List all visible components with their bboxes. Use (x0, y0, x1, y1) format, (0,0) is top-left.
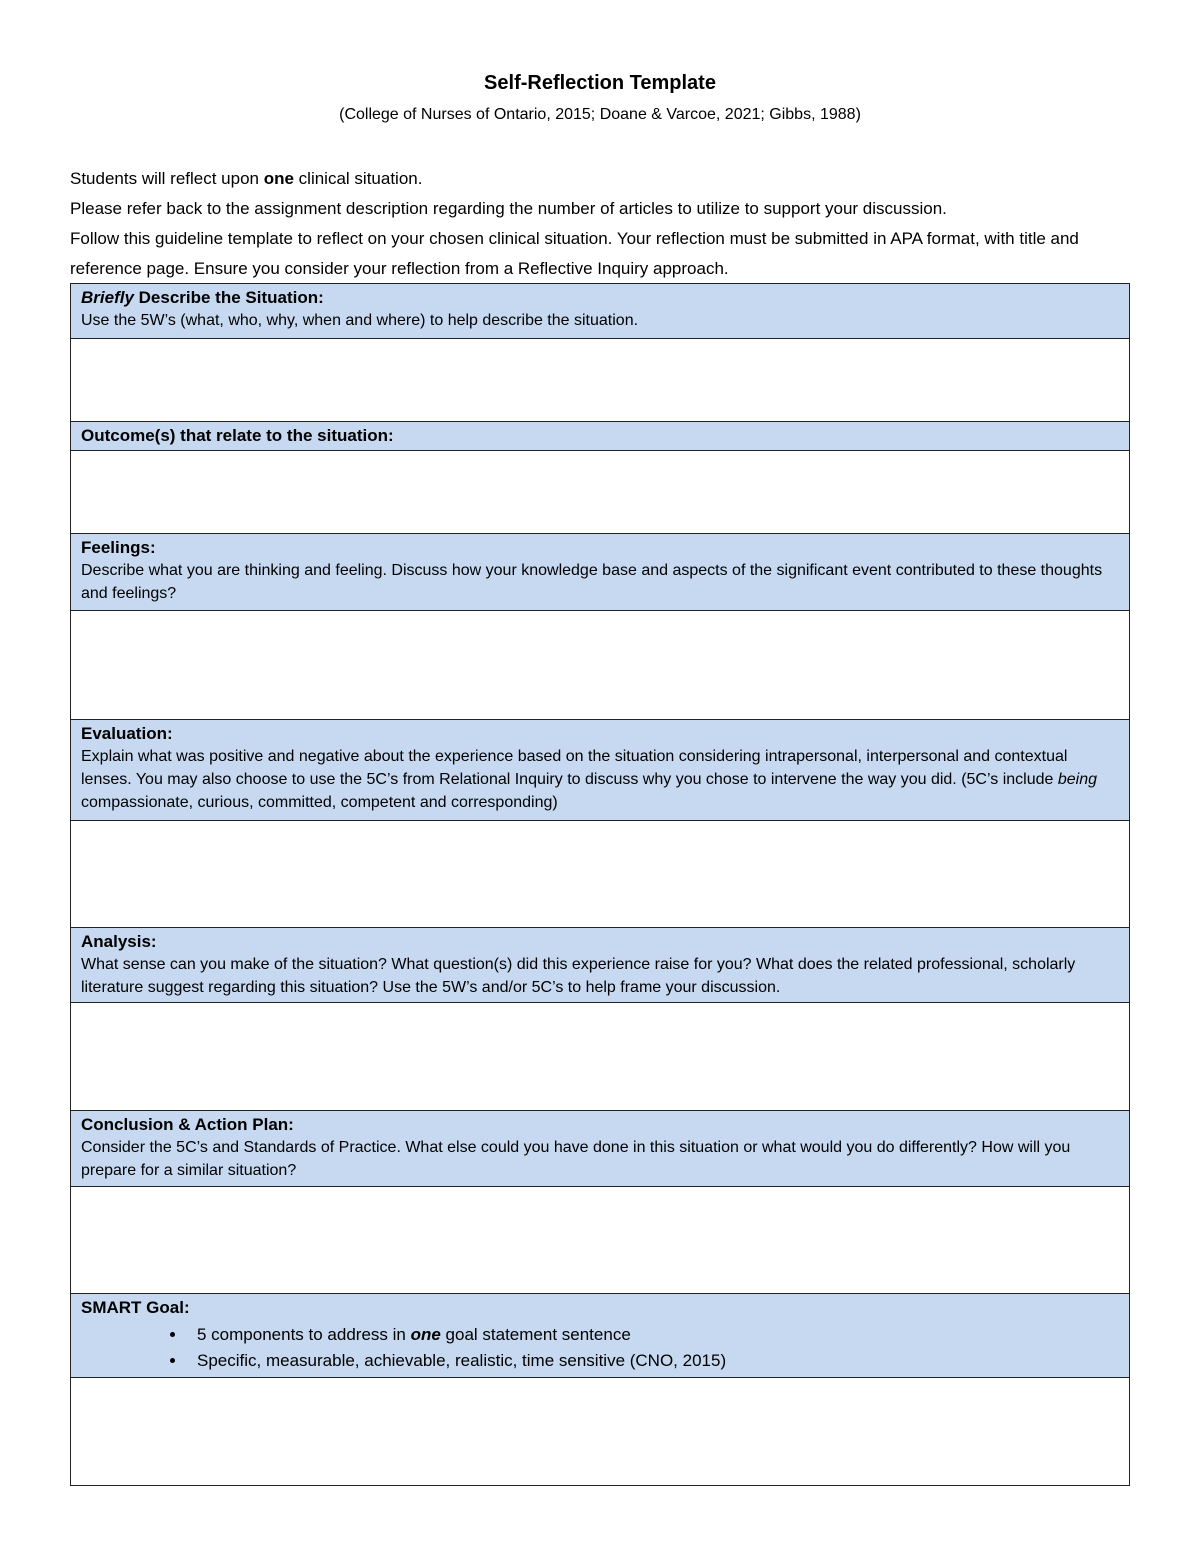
conclusion-header-cell (71, 1111, 1130, 1187)
smart-bullet-list (81, 1322, 1119, 1374)
intro-line-1-pre: Students will reflect upon (70, 169, 264, 188)
smart-header-row (71, 1294, 1130, 1378)
outcomes-response-area[interactable] (71, 451, 1130, 534)
reflection-template-table (70, 283, 1130, 1486)
smart-bullet-1 (187, 1322, 1119, 1348)
intro-line-1-bold: one (263, 169, 294, 188)
situation-heading-rest: Describe the Situation: (133, 288, 324, 307)
evaluation-description-italic: being (1057, 771, 1097, 788)
conclusion-response-area[interactable] (71, 1187, 1130, 1294)
evaluation-header-row (71, 720, 1130, 821)
feelings-heading: Feelings: (81, 538, 156, 557)
smart-bullet-2: • Specific, measurable, achievable, realistic, time sensitive (CNO, 2015) (187, 1348, 1119, 1374)
document-title: Self-Reflection Template (484, 72, 716, 94)
smart-bullet-1-emph: one (410, 1325, 441, 1344)
analysis-header-cell (71, 928, 1130, 1003)
outcomes-header-row (71, 422, 1130, 451)
evaluation-header-cell (71, 720, 1130, 821)
intro-instructions (70, 164, 1130, 284)
conclusion-header-row (71, 1111, 1130, 1187)
outcomes-response-row (71, 451, 1130, 534)
analysis-header-row (71, 928, 1130, 1003)
feelings-header-row (71, 534, 1130, 611)
conclusion-heading: Conclusion & Action Plan: (81, 1115, 294, 1134)
intro-line-1-post: clinical situation. (293, 169, 423, 188)
evaluation-heading: Evaluation: (81, 724, 173, 743)
conclusion-description: Consider the 5C’s and Standards of Practice. What else could you have done in this situation or what would you do differently? How will you prepare for a similar situation? (81, 1139, 1071, 1179)
smart-response-area[interactable] (71, 1378, 1130, 1486)
situation-response-area[interactable] (71, 339, 1130, 422)
outcomes-heading: Outcome(s) that relate to the situation: (81, 426, 394, 445)
feelings-response-row (71, 611, 1130, 720)
document-citation: (College of Nurses of Ontario, 2015; Doane & Varcoe, 2021; Gibbs, 1988) (339, 106, 861, 123)
situation-header-cell (71, 284, 1130, 339)
intro-line-2: Please refer back to the assignment description regarding the number of articles to utilize to support your discussion. (70, 199, 947, 218)
intro-line-1 (70, 164, 1130, 194)
situation-heading (81, 286, 1119, 309)
evaluation-description-pre: Explain what was positive and negative about the experience based on the situation considering intrapersonal, interpersonal and contextual lenses. You may also choose to use the 5C’s from Relational Inquiry to discuss why you chose to intervene the way you did. (5C’s include (81, 748, 1068, 788)
situation-header-row (71, 284, 1130, 339)
smart-bullet-1-pre: 5 components to address in (197, 1325, 411, 1344)
analysis-response-row (71, 1003, 1130, 1111)
analysis-heading: Analysis: (81, 932, 157, 951)
smart-header-cell (71, 1294, 1130, 1378)
evaluation-response-row (71, 821, 1130, 928)
smart-bullet-1-post: goal statement sentence (440, 1325, 631, 1344)
situation-description: Use the 5W’s (what, who, why, when and where) to help describe the situation. (81, 312, 639, 329)
situation-response-row (71, 339, 1130, 422)
feelings-header-cell (71, 534, 1130, 611)
evaluation-description-post: compassionate, curious, committed, competent and corresponding) (81, 794, 558, 811)
feelings-description: Describe what you are thinking and feeling. Discuss how your knowledge base and aspects of the significant event contributed to these thoughts and feelings? (81, 562, 1103, 602)
outcomes-header-cell (71, 422, 1130, 451)
feelings-response-area[interactable] (71, 611, 1130, 720)
smart-heading: SMART Goal: (81, 1298, 190, 1317)
conclusion-response-row (71, 1187, 1130, 1294)
analysis-description: What sense can you make of the situation? What question(s) did this experience raise for you? What does the related professional, scholarly literature suggest regarding this situation? Use the 5W’s and/or 5C’s to help frame your discussion. (81, 956, 1076, 996)
intro-line-3: Follow this guideline template to reflect on your chosen clinical situation. Your reflection must be submitted in APA format, with title and reference page. Ensure you consider your reflection from a Reflective Inquiry approach. (70, 229, 1079, 278)
smart-response-row (71, 1378, 1130, 1486)
analysis-response-area[interactable] (71, 1003, 1130, 1111)
evaluation-response-area[interactable] (71, 821, 1130, 928)
situation-heading-italic: Briefly (81, 288, 134, 307)
